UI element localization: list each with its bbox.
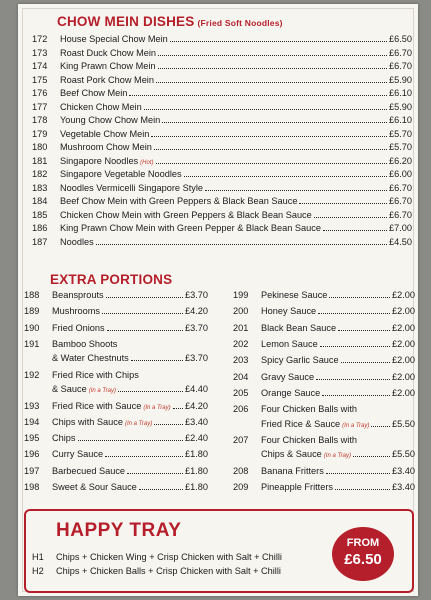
item-number: 175	[32, 74, 48, 85]
item-name	[261, 306, 316, 316]
menu-item	[32, 88, 412, 98]
item-name	[60, 48, 156, 58]
happy-tray-title: HAPPY TRAY	[56, 520, 182, 541]
menu-item	[233, 323, 415, 333]
item-price: £3.70	[185, 353, 208, 364]
item-name-text: Barbecued Sauce	[52, 465, 126, 476]
item-price: £1.80	[185, 465, 208, 476]
item-name-text: & Water Chestnuts	[52, 353, 129, 364]
item-name-text: & Sauce	[52, 384, 87, 395]
item-name	[60, 169, 182, 179]
chow-mein-heading	[57, 14, 283, 29]
item-name-text: Singapore Noodles	[60, 155, 139, 166]
item-price: £5.50	[392, 418, 415, 429]
item-name	[261, 355, 339, 365]
menu-item	[24, 449, 208, 459]
item-name	[60, 129, 149, 139]
badge-price: £6.50	[344, 551, 382, 568]
item-price: £2.00	[392, 355, 415, 366]
item-price: £2.40	[185, 433, 208, 444]
menu-item	[233, 290, 415, 300]
item-number: 183	[32, 182, 48, 193]
item-name-text: Mushroom Chow Mein	[60, 142, 152, 152]
item-number: 191	[24, 338, 40, 349]
item-number: 178	[32, 115, 48, 125]
dot-leader	[118, 390, 183, 392]
dot-leader	[335, 488, 390, 490]
dot-leader	[156, 162, 388, 164]
dot-leader	[102, 312, 183, 314]
item-name-text: Pekinese Sauce	[261, 290, 328, 300]
menu-item	[233, 482, 415, 492]
item-name-text: House Special Chow Mein	[60, 34, 168, 44]
item-price: £5.70	[389, 128, 412, 139]
item-name	[52, 417, 152, 427]
item-number: 208	[233, 465, 249, 476]
menu-item	[233, 355, 415, 365]
dot-leader	[341, 361, 390, 363]
item-price: £1.80	[185, 449, 208, 460]
item-name-text: Roast Pork Chow Mein	[60, 74, 154, 85]
item-name	[261, 482, 333, 492]
dot-leader	[323, 229, 387, 231]
item-number: 193	[24, 400, 40, 411]
item-number: 186	[32, 223, 48, 233]
item-price: £3.40	[185, 416, 208, 427]
menu-item	[32, 237, 412, 247]
dot-leader	[127, 472, 183, 474]
item-line1	[24, 339, 117, 349]
item-name-text: Chicken Chow Mein	[60, 101, 142, 112]
tray-item	[32, 566, 281, 576]
item-number: 179	[32, 128, 48, 139]
item-tag: (In a Tray)	[143, 404, 171, 411]
item-number: 187	[32, 236, 48, 247]
chow-mein-title: CHOW MEIN DISHES	[57, 14, 195, 29]
item-name-text: Beef Chow Mein with Green Peppers & Black Bean Sauce	[60, 196, 298, 206]
extra-portions-title: EXTRA PORTIONS	[50, 272, 173, 287]
item-price: £6.70	[389, 47, 412, 58]
item-number: 199	[233, 290, 249, 300]
item-number: 206	[233, 404, 249, 415]
menu-item	[24, 306, 208, 316]
item-number: 204	[233, 371, 249, 382]
item-number: 188	[24, 290, 40, 300]
item-name-text: Chips & Sauce	[261, 449, 322, 460]
item-name-text: Fried Rice with Sauce	[52, 400, 142, 411]
item-price: £5.90	[389, 101, 412, 112]
menu-item	[233, 339, 415, 349]
item-name-text: Gravy Sauce	[261, 371, 315, 382]
item-name-text: Beansprouts	[52, 290, 104, 300]
item-name-text: Sweet & Sour Sauce	[52, 482, 137, 492]
item-price: £4.20	[185, 400, 208, 411]
menu-item	[24, 290, 208, 300]
item-number: 202	[233, 338, 249, 349]
menu-item	[24, 384, 208, 394]
item-number: 192	[24, 369, 40, 380]
menu-item	[32, 210, 412, 220]
item-name-text: Orange Sauce	[261, 387, 321, 398]
item-name	[60, 34, 168, 44]
dot-leader	[107, 329, 183, 331]
item-price: £2.00	[392, 338, 415, 349]
item-number: 205	[233, 387, 249, 398]
dot-leader	[129, 94, 387, 96]
item-name	[261, 290, 327, 300]
menu-item	[233, 449, 415, 459]
price-badge	[332, 527, 394, 581]
dot-leader	[318, 312, 390, 314]
dot-leader	[139, 488, 183, 490]
item-tag: (In a Tray)	[124, 420, 153, 427]
item-name	[60, 61, 156, 71]
item-number: 190	[24, 322, 40, 333]
menu-item	[32, 142, 412, 152]
item-name-text: Chips with Sauce	[52, 416, 123, 427]
item-name-text: Noodles	[60, 236, 94, 247]
dot-leader	[184, 175, 387, 177]
item-line1	[24, 370, 139, 380]
menu-item	[24, 482, 208, 492]
item-name	[261, 388, 320, 398]
item-price: £6.20	[389, 155, 412, 166]
item-name-text: Honey Sauce	[261, 306, 317, 317]
item-name-text: Fried Rice & Sauce	[261, 418, 341, 429]
item-price: £3.70	[185, 290, 208, 300]
item-price: £5.50	[392, 449, 415, 460]
item-name-text: Chips	[52, 433, 76, 444]
item-name	[52, 482, 137, 492]
item-name	[60, 102, 142, 112]
item-price: £6.50	[389, 34, 412, 44]
item-tag: (In a Tray)	[88, 388, 116, 395]
item-price: £3.70	[185, 322, 208, 333]
item-name-text: Black Bean Sauce	[261, 322, 337, 333]
dot-leader	[353, 455, 390, 457]
item-name	[52, 401, 171, 411]
tray-item-number: H1	[32, 552, 44, 562]
tray-item-name: Chips + Chicken Wing + Crisp Chicken with Salt + Chilli	[56, 552, 282, 562]
item-number: 174	[32, 61, 48, 71]
dot-leader	[170, 40, 387, 42]
extra-portions-heading	[50, 272, 172, 287]
dot-leader	[322, 394, 390, 396]
dot-leader	[105, 455, 183, 457]
dot-leader	[326, 472, 390, 474]
item-price: £3.40	[392, 465, 415, 476]
menu-item	[24, 323, 208, 333]
item-name	[261, 372, 314, 382]
item-number: 182	[32, 169, 48, 179]
item-number: 172	[32, 34, 48, 44]
dot-leader	[154, 148, 387, 150]
dot-leader	[158, 54, 387, 56]
chow-mein-subtitle: (Fried Soft Noodles)	[197, 18, 283, 28]
item-number: 194	[24, 416, 40, 427]
item-name	[52, 353, 129, 363]
menu-item	[32, 75, 412, 85]
menu-item	[24, 433, 208, 443]
item-name	[52, 449, 103, 459]
item-name-text: Noodles Vermicelli Singapore Style	[60, 182, 203, 193]
item-price: £2.00	[392, 322, 415, 333]
item-name-text: Curry Sauce	[52, 449, 104, 460]
item-price: £2.00	[392, 371, 415, 382]
item-name-text: Chicken Chow Mein with Green Peppers & Black Bean Sauce	[60, 209, 312, 220]
item-name	[60, 196, 297, 206]
item-number: 195	[24, 433, 40, 444]
menu-item	[32, 102, 412, 112]
item-name	[52, 306, 100, 316]
tray-item	[32, 552, 282, 562]
item-name-line1: Four Chicken Balls with	[261, 434, 357, 445]
item-price: £2.00	[392, 387, 415, 398]
item-line1	[233, 435, 357, 445]
item-name-text: Fried Onions	[52, 322, 105, 333]
item-number: 201	[233, 322, 249, 333]
item-name	[52, 466, 125, 476]
item-number: 203	[233, 355, 249, 366]
item-name	[60, 183, 203, 193]
menu-item	[24, 353, 208, 363]
item-name-text: Spicy Garlic Sauce	[261, 355, 339, 366]
item-name-text: Banana Fritters	[261, 465, 324, 476]
item-line1	[233, 404, 357, 414]
menu-item	[32, 183, 412, 193]
menu-item	[233, 388, 415, 398]
item-tag: (In a Tray)	[342, 422, 370, 429]
dot-leader	[338, 329, 390, 331]
dot-leader	[329, 296, 390, 298]
dot-leader	[144, 108, 387, 110]
dot-leader	[173, 407, 183, 409]
item-number: 209	[233, 482, 249, 492]
item-name	[52, 384, 116, 394]
item-name	[60, 156, 154, 166]
menu-item	[32, 129, 412, 139]
dot-leader	[106, 296, 183, 298]
item-name	[60, 115, 160, 125]
item-name	[261, 419, 369, 429]
menu-item	[32, 61, 412, 71]
item-price: £4.20	[185, 306, 208, 317]
item-number: 185	[32, 209, 48, 220]
menu-item	[32, 223, 412, 233]
item-name-text: Mushrooms	[52, 306, 100, 317]
dot-leader	[205, 189, 387, 191]
menu-item	[233, 466, 415, 476]
dot-leader	[299, 202, 387, 204]
menu-item	[24, 466, 208, 476]
tray-item-number: H2	[32, 566, 44, 576]
menu-item	[233, 372, 415, 382]
item-tag: (Hot)	[140, 159, 154, 166]
dot-leader	[158, 67, 388, 69]
tray-item-name: Chips + Chicken Balls + Crisp Chicken with Salt + Chilli	[56, 566, 281, 576]
dot-leader	[154, 423, 183, 425]
item-name-text: Vegetable Chow Mein	[60, 128, 150, 139]
item-name-line1: Bamboo Shoots	[52, 338, 118, 349]
dot-leader	[78, 439, 184, 441]
item-name-line1: Fried Rice with Chips	[52, 369, 139, 380]
item-name	[261, 449, 351, 459]
dot-leader	[162, 121, 387, 123]
item-price: £1.80	[185, 482, 208, 492]
menu-item	[32, 156, 412, 166]
menu-item	[233, 306, 415, 316]
item-price: £6.70	[389, 209, 412, 220]
item-number: 184	[32, 196, 48, 206]
item-name	[261, 323, 336, 333]
item-name	[60, 75, 154, 85]
item-name-text: King Prawn Chow Mein	[60, 61, 156, 71]
badge-from: FROM	[346, 537, 380, 549]
item-name-line1: Four Chicken Balls with	[261, 404, 357, 415]
item-name	[52, 290, 104, 300]
item-price: £6.70	[389, 61, 412, 71]
item-name	[52, 433, 76, 443]
item-name	[60, 237, 94, 247]
dot-leader	[151, 135, 387, 137]
item-tag: (In a Tray)	[323, 453, 352, 460]
dot-leader	[371, 425, 390, 427]
menu-item	[24, 417, 208, 427]
item-price: £6.10	[389, 115, 412, 125]
item-name-text: Beef Chow Mein	[60, 88, 128, 98]
item-number: 181	[32, 155, 48, 166]
item-name	[52, 323, 105, 333]
item-price: £6.10	[389, 88, 412, 98]
item-price: £6.70	[389, 182, 412, 193]
menu-item	[24, 401, 208, 411]
item-number: 176	[32, 88, 48, 98]
item-number: 198	[24, 482, 40, 492]
dot-leader	[96, 243, 387, 245]
item-name-text: King Prawn Chow Mein with Green Pepper & Black Bean Sauce	[60, 223, 321, 233]
item-name	[60, 88, 127, 98]
dot-leader	[156, 81, 387, 83]
dot-leader	[320, 345, 390, 347]
item-price: £4.40	[185, 384, 208, 395]
item-number: 196	[24, 449, 40, 460]
dot-leader	[316, 378, 390, 380]
item-price: £4.50	[389, 236, 412, 247]
item-number: 177	[32, 101, 48, 112]
item-price: £2.00	[392, 290, 415, 300]
item-name	[60, 223, 321, 233]
item-price: £5.90	[389, 74, 412, 85]
menu-item	[32, 34, 412, 44]
item-price: £6.00	[389, 169, 412, 179]
item-price: £7.00	[389, 223, 412, 233]
item-number: 189	[24, 306, 40, 317]
item-price: £5.70	[389, 142, 412, 152]
item-name-text: Pineapple Fritters	[261, 482, 334, 492]
item-name-text: Young Chow Chow Mein	[60, 115, 161, 125]
item-number: 197	[24, 465, 40, 476]
menu-item	[32, 196, 412, 206]
item-number: 200	[233, 306, 249, 317]
item-number: 207	[233, 434, 249, 445]
item-price: £2.00	[392, 306, 415, 317]
menu-item	[233, 419, 415, 429]
menu-item	[32, 48, 412, 58]
item-name	[261, 339, 318, 349]
item-number: 173	[32, 47, 48, 58]
dot-leader	[314, 216, 387, 218]
item-price: £3.40	[392, 482, 415, 492]
dot-leader	[131, 359, 183, 361]
item-price: £6.70	[389, 196, 412, 206]
menu-item	[32, 115, 412, 125]
menu-item	[32, 169, 412, 179]
item-name	[60, 142, 152, 152]
item-name-text: Roast Duck Chow Mein	[60, 47, 156, 58]
item-number: 180	[32, 142, 48, 152]
item-name-text: Singapore Vegetable Noodles	[60, 169, 182, 179]
item-name-text: Lemon Sauce	[261, 338, 318, 349]
item-name	[60, 210, 312, 220]
item-name	[261, 466, 324, 476]
